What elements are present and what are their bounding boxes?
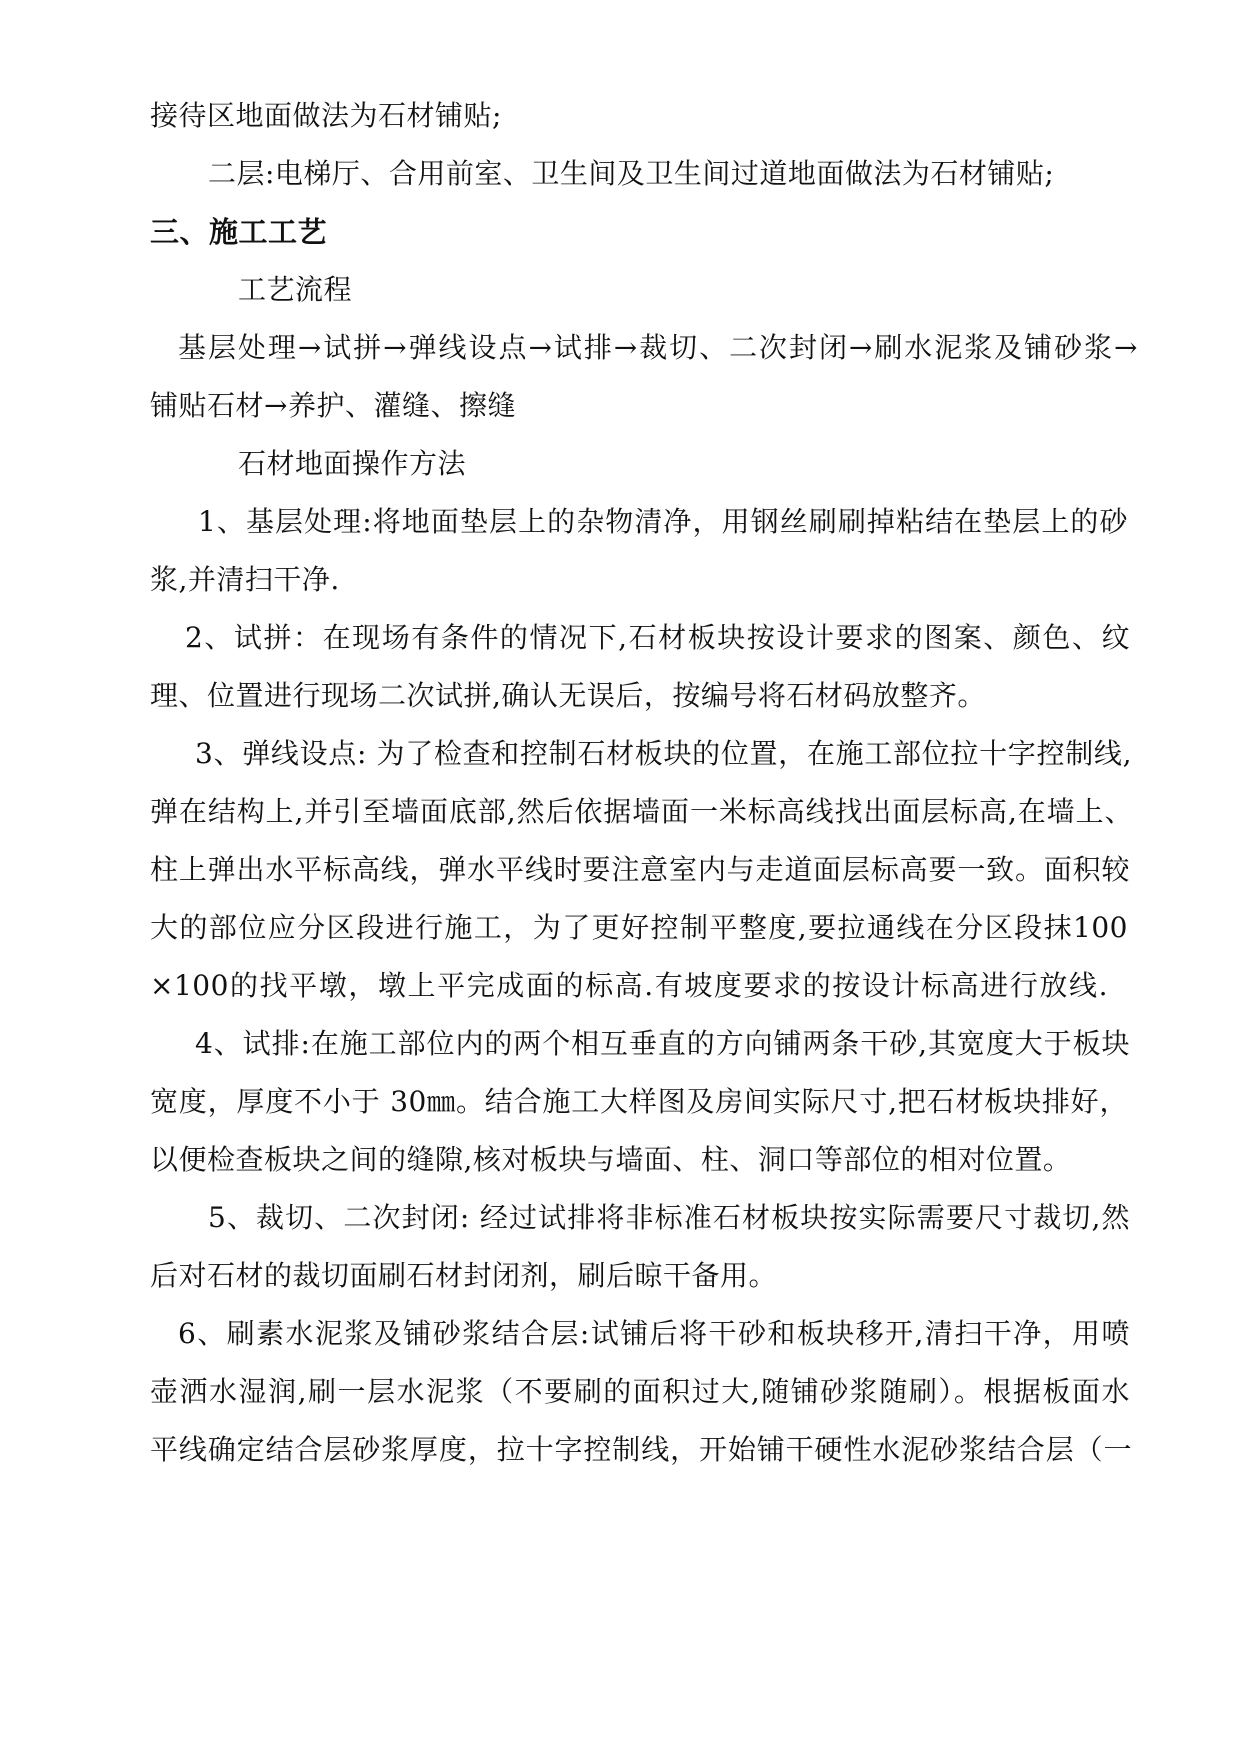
paragraph-line: 2、试拼：在现场有条件的情况下,石材板块按设计要求的图案、颜色、纹 bbox=[185, 621, 1130, 654]
paragraph-line: 浆,并清扫干净. bbox=[150, 563, 340, 596]
paragraph-line: 4、试排:在施工部位内的两个相互垂直的方向铺两条干砂,其宽度大于板块 bbox=[195, 1027, 1130, 1060]
paragraph-line: 铺贴石材→养护、灌缝、擦缝 bbox=[150, 389, 516, 422]
paragraph-line: 大的部位应分区段进行施工，为了更好控制平整度,要拉通线在分区段抹100 bbox=[150, 911, 1128, 944]
paragraph-line: 基层处理→试拼→弹线设点→试排→裁切、二次封闭→刷水泥浆及铺砂浆→ bbox=[178, 331, 1138, 364]
paragraph-line: 后对石材的裁切面刷石材封闭剂，刷后晾干备用。 bbox=[150, 1259, 778, 1292]
section-heading: 三、施工工艺 bbox=[150, 215, 328, 249]
paragraph-line: 柱上弹出水平标高线，弹水平线时要注意室内与走道面层标高要一致。面积较 bbox=[150, 853, 1130, 886]
subheading: 石材地面操作方法 bbox=[238, 447, 467, 480]
paragraph-line: 二层:电梯厅、合用前室、卫生间及卫生间过道地面做法为石材铺贴; bbox=[208, 157, 1055, 190]
paragraph-line: 5、裁切、二次封闭: 经过试排将非标准石材板块按实际需要尺寸裁切,然 bbox=[208, 1201, 1130, 1234]
paragraph-line: 6、刷素水泥浆及铺砂浆结合层:试铺后将干砂和板块移开,清扫干净，用喷 bbox=[178, 1317, 1130, 1350]
paragraph-line: 理、位置进行现场二次试拼,确认无误后，按编号将石材码放整齐。 bbox=[150, 679, 986, 712]
paragraph-line: 3、弹线设点: 为了检查和控制石材板块的位置，在施工部位拉十字控制线, bbox=[195, 737, 1132, 770]
paragraph-line: ×100的找平墩，墩上平完成面的标高.有坡度要求的按设计标高进行放线. bbox=[150, 969, 1108, 1002]
paragraph-line: 宽度，厚度不小于 30㎜。结合施工大样图及房间实际尺寸,把石材板块排好， bbox=[150, 1085, 1128, 1118]
paragraph-line: 1、基层处理:将地面垫层上的杂物清净，用钢丝刷刷掉粘结在垫层上的砂 bbox=[198, 505, 1128, 538]
paragraph-line: 弹在结构上,并引至墙面底部,然后依据墙面一米标高线找出面层标高,在墙上、 bbox=[150, 795, 1133, 828]
paragraph-line: 平线确定结合层砂浆厚度，拉十字控制线，开始铺干硬性水泥砂浆结合层（一 bbox=[150, 1433, 1132, 1466]
paragraph-line: 接待区地面做法为石材铺贴; bbox=[150, 99, 502, 132]
paragraph-line: 壶洒水湿润,刷一层水泥浆（不要刷的面积过大,随铺砂浆随刷）。根据板面水 bbox=[150, 1375, 1130, 1408]
paragraph-line: 以便检查板块之间的缝隙,核对板块与墙面、柱、洞口等部位的相对位置。 bbox=[150, 1143, 1072, 1176]
subheading: 工艺流程 bbox=[238, 273, 353, 306]
